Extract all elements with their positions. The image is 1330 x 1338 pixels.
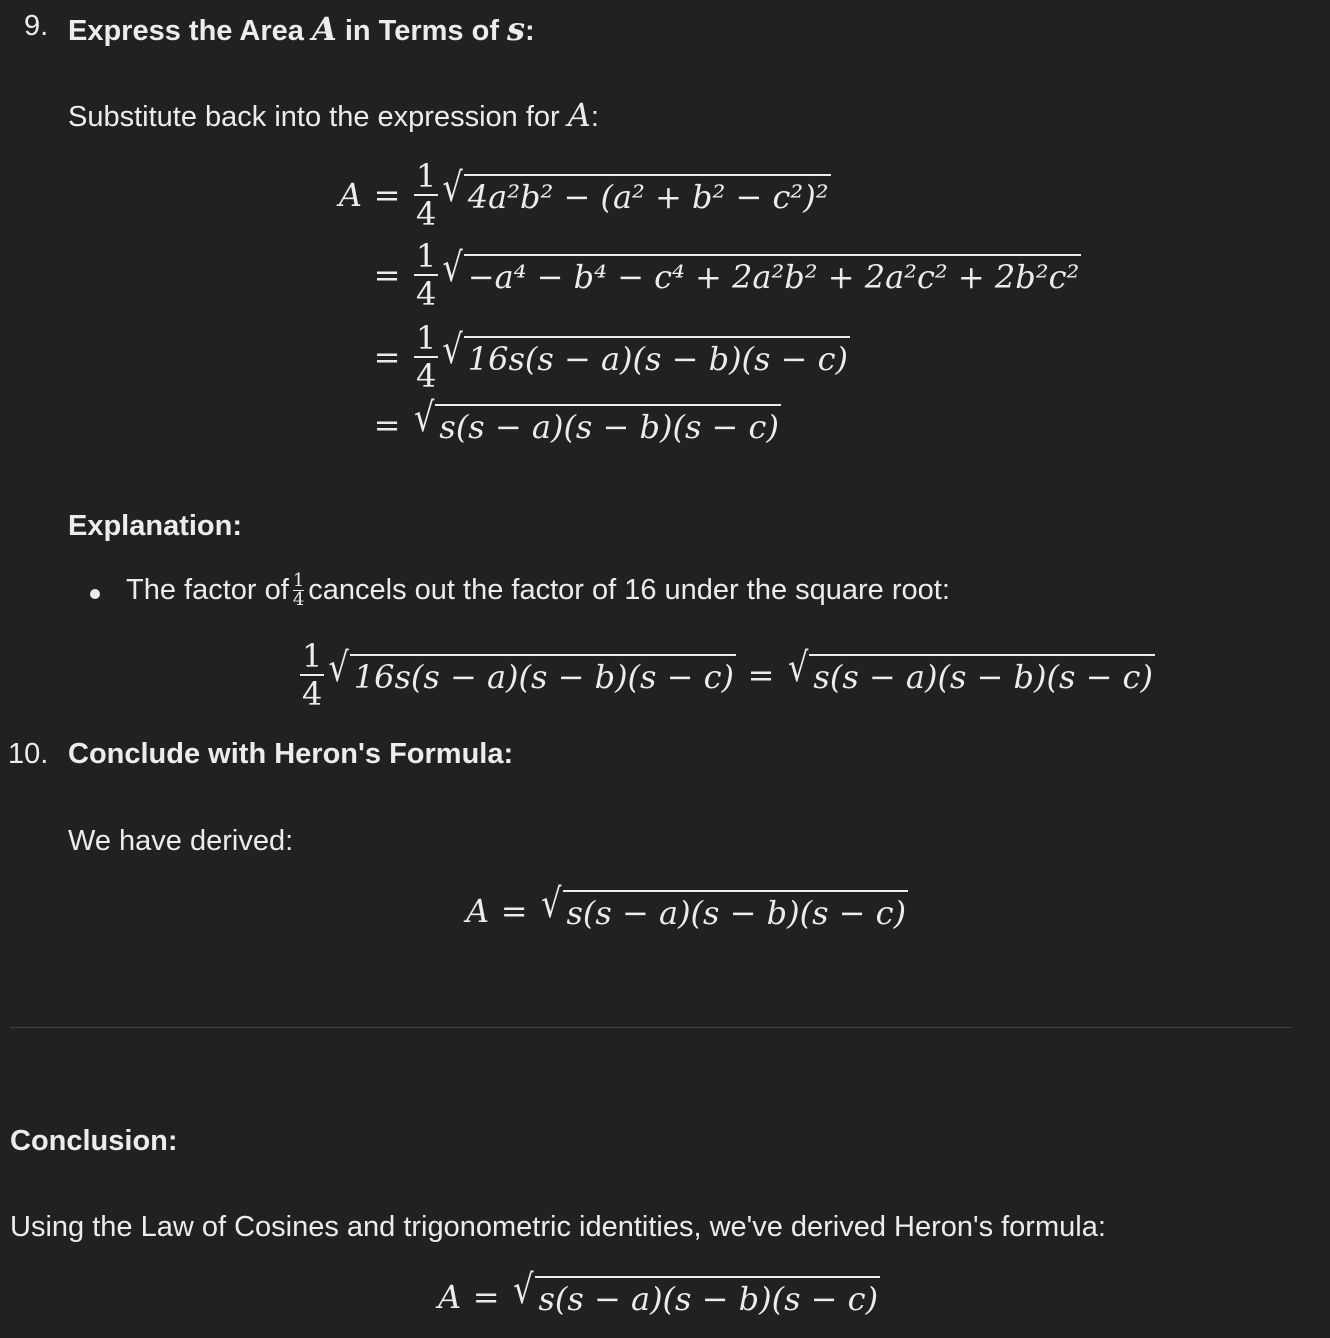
step-10-equation — [466, 879, 908, 932]
equals-sign: = — [373, 405, 401, 444]
fraction-one-quarter: $\frac{1}{4}$ — [302, 637, 323, 713]
step-10-intro: We have derived: — [68, 825, 294, 857]
radicand-line-1: 4a²b² − (a² + b² − c²)² — [464, 174, 831, 215]
bullet-dot-icon — [90, 589, 100, 599]
explanation-lhs-radicand: 16s(s − a)(s − b)(s − c) — [350, 654, 736, 695]
sqrt-line-1 — [442, 164, 830, 217]
radicand-line-2: −a⁴ − b⁴ − c⁴ + 2a²b² + 2a²c² + 2b²c² — [464, 254, 1082, 295]
step-10-number: 10. — [8, 738, 49, 770]
section-divider — [10, 1027, 1292, 1028]
step-9-intro-var: A — [567, 96, 591, 134]
explanation-label: Explanation: — [68, 510, 243, 542]
conclusion-lhs: A — [438, 1277, 462, 1316]
step-10-radicand: s(s − a)(s − b)(s − c) — [563, 890, 909, 931]
inline-fraction-one-quarter: $\frac{1}{4}$ — [292, 570, 305, 610]
equation-line-3 — [362, 319, 850, 395]
step-10-title: Conclude with Heron's Formula: — [68, 738, 514, 770]
explanation-bullet-text — [126, 572, 950, 609]
explanation-equation — [298, 637, 1155, 713]
sqrt-explanation-rhs — [788, 644, 1155, 697]
sqrt-line-4 — [414, 393, 781, 446]
step-9-title — [68, 10, 535, 48]
explanation-rhs-radicand: s(s − a)(s − b)(s − c) — [809, 654, 1155, 695]
step-9-title-var-a: A — [311, 10, 337, 48]
step-9-title-post: : — [525, 15, 535, 47]
sqrt-conclusion — [513, 1265, 880, 1318]
equals-sign: = — [747, 656, 775, 694]
step-10-lhs: A — [466, 891, 490, 930]
sqrt-explanation-lhs — [328, 644, 736, 697]
conclusion-heading: Conclusion: — [10, 1125, 178, 1157]
equals-sign: = — [500, 891, 528, 930]
step-9-number: 9. — [24, 10, 49, 42]
radical-icon: √ — [442, 326, 463, 374]
radical-icon: √ — [442, 244, 463, 292]
step-9-title-mid: in Terms of — [336, 15, 508, 47]
step-9-intro — [68, 96, 599, 134]
sqrt-line-3 — [442, 326, 850, 379]
step-9-intro-pre: Substitute back into the expression for — [68, 101, 568, 133]
radical-icon: √ — [442, 164, 463, 212]
equals-sign: = — [373, 176, 401, 214]
equation-line-1 — [330, 157, 831, 233]
step-9-title-pre: Express the Area — [68, 15, 312, 47]
step-9-title-var-s: s — [507, 10, 526, 48]
radical-icon: √ — [788, 644, 809, 692]
radical-icon: √ — [513, 1265, 534, 1314]
equals-sign: = — [472, 1277, 500, 1316]
equals-sign: = — [373, 256, 401, 294]
equation-line-2 — [362, 237, 1081, 313]
bullet-text-pre: The factor of — [126, 574, 289, 606]
step-9-intro-post: : — [590, 101, 599, 133]
conclusion-radicand: s(s − a)(s − b)(s − c) — [535, 1276, 881, 1317]
fraction-one-quarter: $\frac{1}{4}$ — [416, 157, 437, 233]
radical-icon: √ — [328, 644, 349, 692]
equals-sign: = — [373, 338, 401, 376]
sqrt-line-2 — [442, 244, 1081, 297]
radicand-line-3: 16s(s − a)(s − b)(s − c) — [464, 336, 850, 377]
equation-line-4 — [362, 393, 781, 446]
fraction-one-quarter: $\frac{1}{4}$ — [416, 237, 437, 313]
fraction-one-quarter: $\frac{1}{4}$ — [416, 319, 437, 395]
bullet-text-post: cancels out the factor of 16 under the square root: — [308, 574, 950, 606]
sqrt-step-10 — [541, 879, 908, 932]
conclusion-text: Using the Law of Cosines and trigonometric identities, we've derived Heron's formula: — [10, 1211, 1106, 1243]
conclusion-equation — [438, 1265, 880, 1318]
radical-icon: √ — [414, 393, 435, 442]
radical-icon: √ — [541, 879, 562, 928]
equation-lhs: A — [338, 176, 362, 214]
radicand-line-4: s(s − a)(s − b)(s − c) — [435, 404, 781, 445]
